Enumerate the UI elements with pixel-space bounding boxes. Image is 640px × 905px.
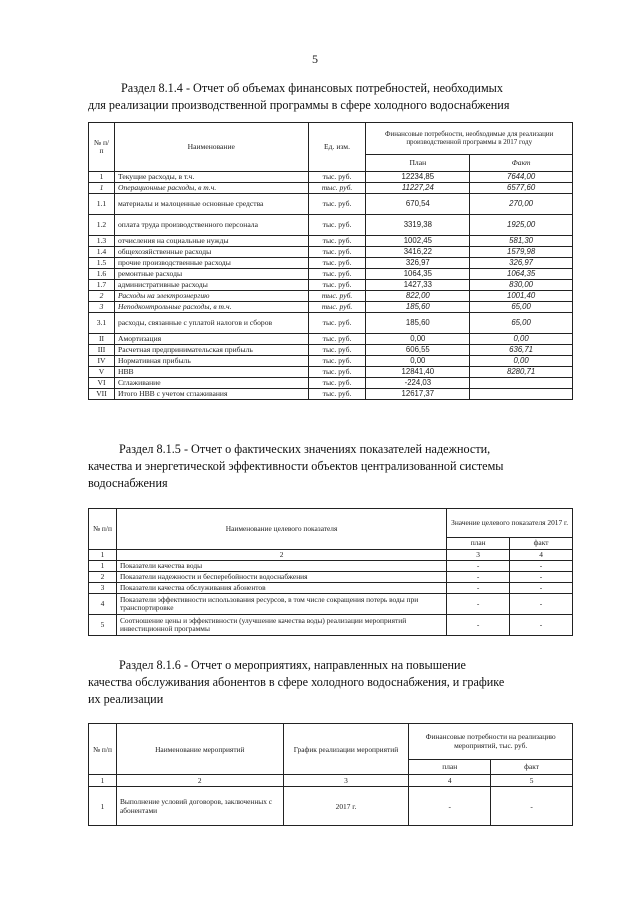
row-plan-value: 3319,38 (366, 215, 470, 236)
t3-header-num: № п/п (89, 724, 117, 775)
row-plan-value: 670,54 (366, 194, 470, 215)
table-row (89, 572, 573, 583)
row-fact-value: 6577,60 (470, 183, 573, 194)
t2-header-num: № п/п (89, 509, 117, 550)
row-name: Расходы на электроэнергию (114, 291, 308, 302)
section-1-title-line-1: Раздел 8.1.4 - Отчет об объемах финансовых потребностей, необходимых (121, 81, 503, 95)
row-unit: тыс. руб. (308, 247, 366, 258)
row-name: Нормативная прибыль (114, 356, 308, 367)
table-row (89, 172, 573, 183)
table-row (89, 247, 573, 258)
table-row (89, 367, 573, 378)
row-number: 2 (89, 291, 115, 302)
row-indicator-name: Показатели надежности и бесперебойности водоснабжения (116, 572, 446, 583)
row-plan-value: 606,55 (366, 345, 470, 356)
row-name: административные расходы (114, 280, 308, 291)
row-unit: тыс. руб. (308, 356, 366, 367)
row-fact-value: 581,30 (470, 236, 573, 247)
row-name: Сглаживание (114, 378, 308, 389)
table-row (89, 583, 573, 594)
row-name: общехозяйственные расходы (114, 247, 308, 258)
section-2-title-line-3: водоснабжения (88, 476, 168, 490)
row-plan-value: 12234,85 (366, 172, 470, 183)
t2-header-fact: факт (510, 538, 573, 550)
t2-col-number: 2 (116, 550, 446, 561)
row-fact-value: 1925,00 (470, 215, 573, 236)
row-name: Текущие расходы, в т.ч. (114, 172, 308, 183)
row-plan-value: 3416,22 (366, 247, 470, 258)
table-row (89, 561, 573, 572)
t3-header-name: Наименование мероприятий (116, 724, 283, 775)
row-fact-value: 1579,98 (470, 247, 573, 258)
row-number: 1.5 (89, 258, 115, 269)
row-plan-value: 1427,33 (366, 280, 470, 291)
row-number: 4 (89, 594, 117, 615)
row-plan-value: 822,00 (366, 291, 470, 302)
t2-col-number: 4 (510, 550, 573, 561)
table-row (89, 183, 573, 194)
row-plan-value: - (409, 787, 491, 826)
table-row (89, 356, 573, 367)
row-plan-value: - (447, 594, 510, 615)
row-number: 1 (89, 561, 117, 572)
t2-header-value: Значение целевого показателя 2017 г. (447, 509, 573, 538)
table-row (89, 194, 573, 215)
row-unit: тыс. руб. (308, 269, 366, 280)
row-name: отчисления на социальные нужды (114, 236, 308, 247)
t2-col-number: 3 (447, 550, 510, 561)
row-unit: тыс. руб. (308, 172, 366, 183)
table-row (89, 787, 573, 826)
header-fact: Факт (470, 154, 573, 171)
t2-col-number: 1 (89, 550, 117, 561)
row-unit: тыс. руб. (308, 302, 366, 313)
row-indicator-name: Показатели качества воды (116, 561, 446, 572)
row-fact-value: - (510, 561, 573, 572)
section-2-title-line-2: качества и энергетической эффективности объектов централизованной системы (88, 459, 504, 473)
row-number: 1.3 (89, 236, 115, 247)
row-name: расходы, связанные с уплатой налогов и сборов (114, 313, 308, 334)
t2-header-name: Наименование целевого показателя (116, 509, 446, 550)
table-row (89, 215, 573, 236)
row-number: 5 (89, 615, 117, 636)
table-row (89, 236, 573, 247)
table-row (89, 615, 573, 636)
row-fact-value: 830,00 (470, 280, 573, 291)
row-plan-value: - (447, 583, 510, 594)
row-plan-value: 326,97 (366, 258, 470, 269)
section-2-title-line-1: Раздел 8.1.5 - Отчет о фактических значениях показателей надежности, (119, 442, 491, 456)
row-plan-value: 185,60 (366, 302, 470, 313)
t3-col-number: 5 (491, 775, 573, 787)
row-unit: тыс. руб. (308, 313, 366, 334)
t3-header-financial-needs: Финансовые потребности на реализацию мероприятий, тыс. руб. (409, 724, 573, 760)
table-row (89, 302, 573, 313)
row-name: оплата труда производственного персонала (114, 215, 308, 236)
section-3-title-line-2: качества обслуживания абонентов в сфере холодного водоснабжения, и графике (88, 675, 505, 689)
row-fact-value: 1064,35 (470, 269, 573, 280)
row-plan-value: 12841,40 (366, 367, 470, 378)
t3-col-number: 4 (409, 775, 491, 787)
t3-header-schedule: График реализации мероприятий (283, 724, 409, 775)
table-row (89, 291, 573, 302)
row-unit: тыс. руб. (308, 291, 366, 302)
row-schedule: 2017 г. (283, 787, 409, 826)
row-indicator-name: Показатели эффективности использования ресурсов, в том числе сокращения потерь воды при транспортировке (116, 594, 446, 615)
row-plan-value: 12617,37 (366, 389, 470, 400)
row-name: прочие производственные расходы (114, 258, 308, 269)
row-fact-value: - (510, 583, 573, 594)
row-number: 3 (89, 583, 117, 594)
row-unit: тыс. руб. (308, 194, 366, 215)
row-plan-value: 1002,45 (366, 236, 470, 247)
row-number: 1.2 (89, 215, 115, 236)
row-number: 1 (89, 172, 115, 183)
table-row (89, 594, 573, 615)
row-number: 1 (89, 787, 117, 826)
row-number: IV (89, 356, 115, 367)
row-number: 1.4 (89, 247, 115, 258)
header-plan: План (366, 154, 470, 171)
row-number: 1.6 (89, 269, 115, 280)
table-row (89, 378, 573, 389)
t3-header-plan: план (409, 759, 491, 774)
row-fact-value: - (491, 787, 573, 826)
row-fact-value: - (510, 615, 573, 636)
row-fact-value (470, 389, 573, 400)
row-unit: тыс. руб. (308, 236, 366, 247)
section-1-title-line-2: для реализации производственной программы в сфере холодного водоснабжения (88, 98, 510, 112)
row-name: Операционные расходы, в т.ч. (114, 183, 308, 194)
section-3-title-line-1: Раздел 8.1.6 - Отчет о мероприятиях, направленных на повышение (119, 658, 466, 672)
row-unit: тыс. руб. (308, 280, 366, 291)
table-row (89, 334, 573, 345)
header-unit: Ед. изм. (308, 123, 366, 172)
row-plan-value: 185,60 (366, 313, 470, 334)
measures-table (88, 723, 573, 826)
section-3-title-line-3: их реализации (88, 692, 164, 706)
header-num: № п/п (89, 123, 115, 172)
row-fact-value: 7644,00 (470, 172, 573, 183)
table-row (89, 345, 573, 356)
row-fact-value: 65,00 (470, 302, 573, 313)
row-number: 2 (89, 572, 117, 583)
header-financial-needs: Финансовые потребности, необходимые для реализации производственной программы в 2017 году (366, 123, 573, 155)
table-row (89, 313, 573, 334)
row-plan-value: 0,00 (366, 356, 470, 367)
row-number: 1.1 (89, 194, 115, 215)
table-row (89, 280, 573, 291)
row-number: 3 (89, 302, 115, 313)
row-name: Амортизация (114, 334, 308, 345)
row-unit: тыс. руб. (308, 345, 366, 356)
row-fact-value: 0,00 (470, 356, 573, 367)
row-fact-value: 1001,40 (470, 291, 573, 302)
t3-header-fact: факт (491, 759, 573, 774)
row-number: 3.1 (89, 313, 115, 334)
row-fact-value: - (510, 572, 573, 583)
row-unit: тыс. руб. (308, 378, 366, 389)
row-fact-value: 8280,71 (470, 367, 573, 378)
row-plan-value: - (447, 561, 510, 572)
t3-col-number: 3 (283, 775, 409, 787)
row-plan-value: 1064,35 (366, 269, 470, 280)
row-plan-value: - (447, 572, 510, 583)
row-unit: тыс. руб. (308, 334, 366, 345)
row-fact-value: 326,97 (470, 258, 573, 269)
row-number: III (89, 345, 115, 356)
row-unit: тыс. руб. (308, 215, 366, 236)
t3-col-number: 2 (116, 775, 283, 787)
row-indicator-name: Показатели качества обслуживания абонентов (116, 583, 446, 594)
row-fact-value: - (510, 594, 573, 615)
table-row (89, 389, 573, 400)
row-unit: тыс. руб. (308, 258, 366, 269)
page-number: 5 (312, 52, 318, 66)
table-row (89, 269, 573, 280)
row-number: V (89, 367, 115, 378)
row-indicator-name: Соотношение цены и эффективности (улучшение качества воды) реализации мероприятий инвестиционной программы (116, 615, 446, 636)
row-name: Расчетная предпринимательская прибыль (114, 345, 308, 356)
row-fact-value: 636,71 (470, 345, 573, 356)
t3-col-number: 1 (89, 775, 117, 787)
table-row (89, 258, 573, 269)
row-number: VI (89, 378, 115, 389)
row-fact-value: 270,00 (470, 194, 573, 215)
row-number: VII (89, 389, 115, 400)
row-plan-value: - (447, 615, 510, 636)
row-unit: тыс. руб. (308, 183, 366, 194)
row-measure-name: Выполнение условий договоров, заключенных с абонентами (116, 787, 283, 826)
row-number: 1.7 (89, 280, 115, 291)
header-name: Наименование (114, 123, 308, 172)
row-unit: тыс. руб. (308, 389, 366, 400)
row-name: ремонтные расходы (114, 269, 308, 280)
row-plan-value: -224,03 (366, 378, 470, 389)
row-number: II (89, 334, 115, 345)
t2-header-plan: план (447, 538, 510, 550)
row-name: Итого НВВ с учетом сглаживания (114, 389, 308, 400)
row-name: материалы и малоценные основные средства (114, 194, 308, 215)
row-name: НВВ (114, 367, 308, 378)
indicators-table (88, 508, 573, 636)
row-fact-value (470, 378, 573, 389)
row-plan-value: 0,00 (366, 334, 470, 345)
row-plan-value: 11227,24 (366, 183, 470, 194)
row-fact-value: 0,00 (470, 334, 573, 345)
row-number: 1 (89, 183, 115, 194)
row-unit: тыс. руб. (308, 367, 366, 378)
financial-needs-table (88, 122, 573, 400)
row-name: Неподконтрольные расходы, в т.ч. (114, 302, 308, 313)
row-fact-value: 65,00 (470, 313, 573, 334)
